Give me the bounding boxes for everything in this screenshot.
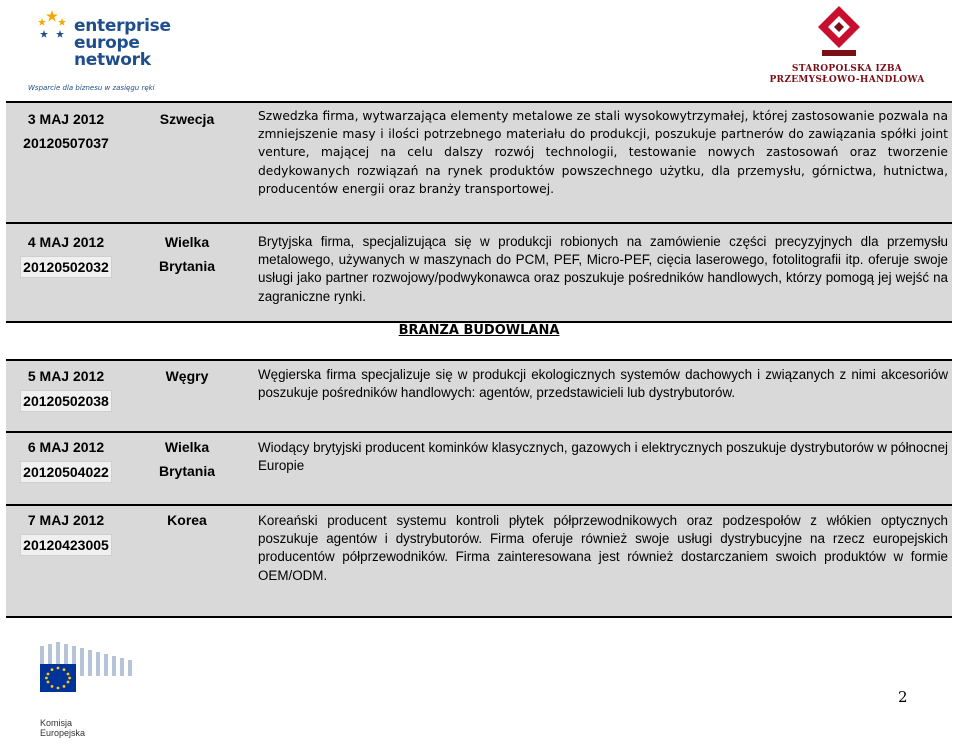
een-logo-wordmark (74, 18, 171, 69)
offer-code: 20120502038 (20, 390, 112, 412)
section-title: BRANŻA BUDOWLANA (398, 323, 560, 338)
table-row (6, 359, 952, 431)
offer-country: Korea (167, 512, 207, 528)
een-logo-tagline: Wsparcie dla biznesu w zasięgu ręki (28, 84, 155, 92)
izba-emblem-icon (814, 4, 864, 62)
table-bottom-border (6, 616, 952, 618)
offer-date: 6 MAJ 2012 (27, 439, 105, 455)
offer-date: 7 MAJ 2012 (27, 512, 105, 528)
offer-code: 20120502032 (20, 256, 112, 278)
staropolska-izba-logo (762, 4, 932, 86)
offer-country: Wielka (164, 234, 210, 250)
date-cell (6, 506, 124, 616)
offer-description: Wiodący brytyjski producent kominków klasycznych, gazowych i elektrycznych poszukuje dystrybutorów w północnej Europie (258, 440, 948, 474)
offer-country: Wielka (164, 439, 210, 455)
country-cell (124, 224, 250, 321)
een-logo-line3: network (74, 50, 151, 70)
ec-logo-line2: Europejska (40, 728, 86, 738)
offer-code: 20120423005 (20, 534, 112, 556)
offer-date: 4 MAJ 2012 (27, 234, 105, 250)
european-commission-logo (36, 640, 136, 740)
izba-logo-line2: PRZEMYSŁOWO-HANDLOWA (769, 75, 925, 85)
offer-date: 3 MAJ 2012 (27, 111, 105, 127)
offer-country-line2: Brytania (158, 463, 216, 479)
description-cell (250, 103, 952, 222)
offer-code: 20120504022 (20, 461, 112, 483)
offer-country-line2: Brytania (158, 258, 216, 274)
een-logo-line2: europe (74, 33, 140, 53)
offer-description: Koreański producent systemu kontroli płytek półprzewodnikowych oraz podzespołów z włókien optycznych poszukuje agentów i dystrybutorów. Firma oferuje również swoje usługi dystrybucyjne na rzecz europejskich producentów półprzewodników. Firma zainteresowana jest również dostarczaniem swoich produktów w formie OEM/ODM. (258, 513, 948, 583)
een-stars-icon (36, 8, 68, 42)
country-cell (124, 433, 250, 504)
date-cell (6, 361, 124, 431)
table-row (6, 222, 952, 321)
description-cell (250, 433, 952, 504)
description-cell (250, 506, 952, 616)
izba-logo-text (762, 64, 932, 86)
offer-description: Brytyjska firma, specjalizująca się w produkcji robionych na zamówienie części precyzyjnych dla przemysłu metalowego, używanych w maszynach do PCM, PEF, Micro-PEF, cięcia laserowego, fotolitografii itp. oferuje swoje usługi jako partner rozwojowy/podwykonawca oraz poszukuje pośredników handlowych, którzy pomogą jej wejść na zagraniczne rynki. (258, 234, 948, 304)
country-cell (124, 361, 250, 431)
offer-country: Szwecja (159, 111, 215, 127)
offer-description: Węgierska firma specjalizuje się w produkcji ekologicznych systemów dachowych i związanych z nimi akcesoriów poszukuje pośredników handlowych: agentów, przedstawicieli lub dystrybutorów. (258, 367, 948, 401)
country-cell (124, 103, 250, 222)
country-cell (124, 506, 250, 616)
offer-date: 5 MAJ 2012 (27, 368, 105, 384)
offer-code: 20120507037 (23, 135, 109, 151)
een-logo-line1: enterprise (74, 16, 171, 36)
enterprise-europe-network-logo (24, 4, 171, 96)
offer-country: Węgry (165, 368, 209, 384)
ec-logo-text (40, 718, 85, 738)
izba-logo-line1: STAROPOLSKA IZBA (791, 64, 903, 74)
date-cell (6, 433, 124, 504)
date-cell (6, 103, 124, 222)
description-cell (250, 224, 952, 321)
ec-logo-line1: Komisja (40, 718, 73, 728)
table-row (6, 504, 952, 616)
page-number: 2 (898, 688, 908, 706)
description-cell (250, 361, 952, 431)
offer-description: Szwedzka firma, wytwarzająca elementy metalowe ze stali wysokowytrzymałej, której zastosowanie pozwala na zmniejszenie masy i ilości potrzebnego materiału do produkcji, poszukuje partnerów do zawiązania spółki joint venture, mającej na celu dalszy rozwój technologii, testowanie nowych zastosowań oraz tworzenie dedykowanych rozwiązań na rynek produktów powszechnego użytku, dla przemysłu, górnictwa, hutnictwa, producentów energii oraz branży transportowej. (258, 109, 948, 196)
date-cell (6, 224, 124, 321)
table-row (6, 101, 952, 222)
table-row (6, 431, 952, 504)
